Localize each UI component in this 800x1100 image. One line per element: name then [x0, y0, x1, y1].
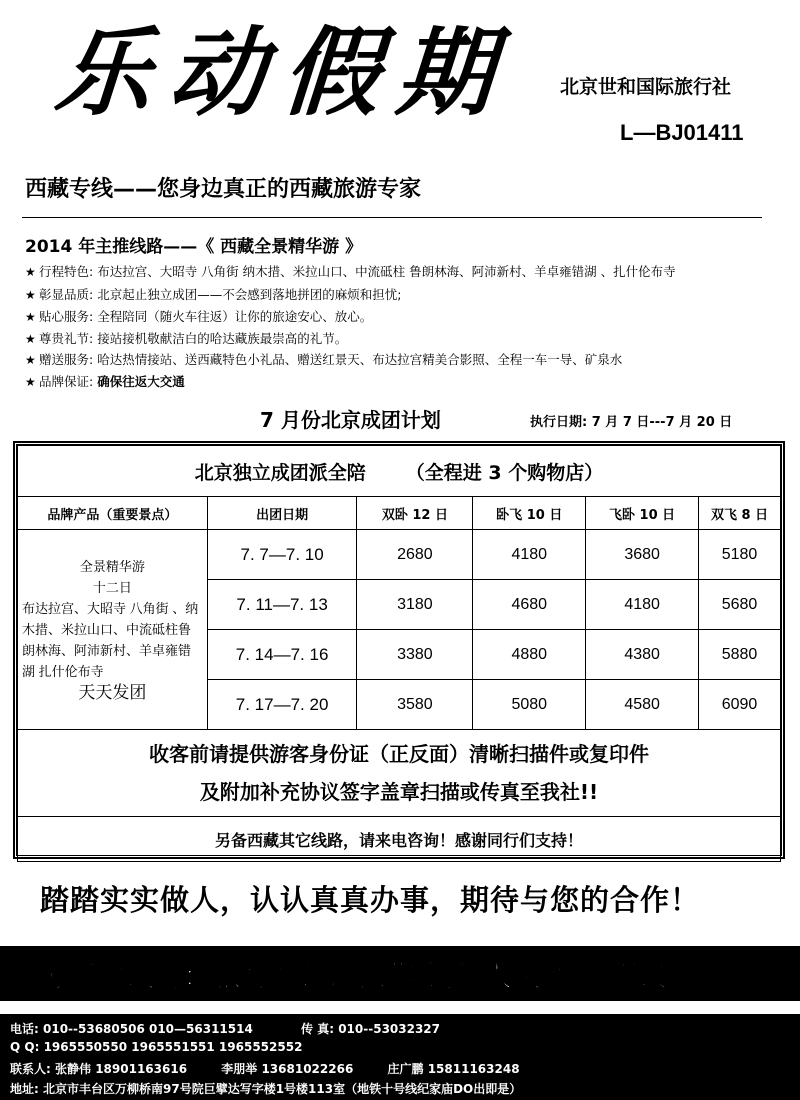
feature-text: 北京起止独立成团——不会感到落地拼团的麻烦和担忧; [97, 287, 402, 302]
column-header: 双飞 8 日 [699, 497, 781, 530]
slogan: 西藏专线——您身边真正的西藏旅游专家 [25, 177, 422, 202]
column-header: 品牌产品（重要景点） [18, 497, 208, 530]
contact-name: 庄广鹏 [387, 1062, 424, 1076]
price-cell: 6090 [699, 680, 781, 730]
price-cell: 2680 [357, 530, 473, 580]
feature-label: 贴心服务: [39, 309, 94, 324]
phone-numbers: 010--53680506 010—56311514 [43, 1022, 253, 1036]
contact-name: 张静伟 [55, 1062, 92, 1076]
address-line [10, 1080, 521, 1097]
agency-name: 北京世和国际旅行社 [560, 76, 732, 98]
star-icon: ★ [25, 375, 36, 389]
price-cell: 5880 [699, 630, 781, 680]
table-header-row [18, 497, 781, 530]
contact-phone: 13681022266 [261, 1062, 354, 1076]
product-name: 全景精华游 [79, 559, 145, 574]
table-row [18, 530, 781, 580]
address-text: 北京市丰台区万柳桥南97号院巨擘达写字楼1号楼113室（地铁十号线纪家庙DO出即是） [43, 1082, 522, 1096]
price-cell: 4580 [586, 680, 699, 730]
feature-text: 确保往返大交通 [97, 374, 185, 389]
price-cell: 4880 [473, 630, 586, 680]
price-cell: 5680 [699, 580, 781, 630]
fax-label: 传 真: [301, 1022, 335, 1036]
plan-title: 7 月份北京成团计划 [260, 408, 441, 432]
feature-item [25, 309, 372, 325]
price-cell: 3180 [357, 580, 473, 630]
price-cell: 4380 [586, 630, 699, 680]
feature-text: 布达拉宫、大昭寺 八角街 纳木措、米拉山口、中流砥柱 鲁朗林海、阿沛新村、羊卓雍错湖 、扎什伦布寺 [97, 264, 676, 279]
column-header: 出团日期 [207, 497, 357, 530]
hiring-text: 另高薪诚聘：旅行社计调操作 销售人员 待遇面议 [38, 959, 668, 993]
price-cell: 3580 [357, 680, 473, 730]
price-cell: 3380 [357, 630, 473, 680]
star-icon: ★ [25, 310, 36, 324]
exec-date: 执行日期: 7 月 7 日---7 月 20 日 [530, 415, 733, 430]
price-cell: 4180 [586, 580, 699, 630]
date-cell: 7. 11—7. 13 [207, 580, 357, 630]
column-header: 双卧 12 日 [357, 497, 473, 530]
star-icon: ★ [25, 332, 36, 346]
column-header: 飞卧 10 日 [586, 497, 699, 530]
price-cell: 5180 [699, 530, 781, 580]
fax-number: 010--53032327 [338, 1022, 441, 1036]
price-cell: 3680 [586, 530, 699, 580]
feature-label: 赠送服务: [39, 352, 94, 367]
divider [22, 217, 762, 218]
price-cell: 4180 [473, 530, 586, 580]
feature-label: 尊贵礼节: [39, 331, 94, 346]
qq-numbers: 1965550550 1965551551 1965552552 [43, 1040, 303, 1054]
other-routes-note: 另备西藏其它线路，请来电咨询！感谢同行们支持！ [18, 817, 781, 862]
phone-line [10, 1020, 440, 1037]
feature-item [25, 287, 401, 303]
contact-label: 联系人: [10, 1062, 51, 1076]
star-icon: ★ [25, 265, 36, 279]
feature-item [25, 352, 622, 368]
address-label: 地址: [10, 1082, 39, 1096]
date-cell: 7. 7—7. 10 [207, 530, 357, 580]
route-title: 2014 年主推线路——《 西藏全景精华游 》 [25, 237, 363, 257]
notice-cell [18, 730, 781, 817]
contact-phone: 18901163616 [95, 1062, 188, 1076]
feature-text: 全程陪同（随火车往返）让你的旅途安心、放心。 [97, 309, 373, 324]
product-cell [18, 530, 208, 730]
star-icon: ★ [25, 353, 36, 367]
contact-name: 李朋举 [221, 1062, 258, 1076]
star-icon: ★ [25, 288, 36, 302]
column-header: 卧飞 10 日 [473, 497, 586, 530]
group-note: （全程进 3 个购物店） [405, 461, 604, 484]
brand-logo: 乐动假期 [51, 16, 515, 129]
motto: 踏踏实实做人，认认真真办事，期待与您的合作！ [40, 883, 701, 917]
product-spots: 布达拉宫、大昭寺 八角街 、纳木措、米拉山口、中流砥柱鲁朗林海、阿沛新村、羊卓雍错湖 扎什伦布寺 [22, 601, 199, 679]
notice-line: 及附加补充协议签字盖章扫描或传真至我社!! [199, 780, 599, 804]
price-cell: 5080 [473, 680, 586, 730]
product-frequency: 天天发团 [78, 683, 147, 702]
date-cell: 7. 14—7. 16 [207, 630, 357, 680]
price-cell: 4680 [473, 580, 586, 630]
phone-label: 电话: [10, 1022, 39, 1036]
product-days: 十二日 [92, 580, 132, 595]
feature-text: 哈达热情接站、送西藏特色小礼品、赠送红景天、布达拉宫精美合影照、全程一车一导、矿泉水 [97, 352, 623, 367]
contacts-line [10, 1060, 520, 1077]
feature-item [25, 331, 347, 347]
group-title: 北京独立成团派全陪 [194, 461, 366, 484]
feature-label: 品牌保证: [39, 374, 94, 389]
notice-line: 收客前请提供游客身份证（正反面）清晰扫描件或复印件 [149, 742, 649, 766]
contact-phone: 15811163248 [427, 1062, 520, 1076]
license-number: L—BJ01411 [620, 120, 744, 145]
date-cell: 7. 17—7. 20 [207, 680, 357, 730]
feature-item [25, 264, 676, 280]
group-header [18, 446, 781, 497]
footer-contact [0, 1014, 800, 1100]
feature-label: 彰显品质: [39, 287, 94, 302]
feature-text: 接站接机敬献洁白的哈达藏族最崇高的礼节。 [97, 331, 348, 346]
feature-item [25, 374, 185, 390]
qq-label: Q Q: [10, 1040, 40, 1054]
qq-line [10, 1040, 302, 1054]
feature-label: 行程特色: [39, 264, 94, 279]
price-table [17, 445, 781, 862]
